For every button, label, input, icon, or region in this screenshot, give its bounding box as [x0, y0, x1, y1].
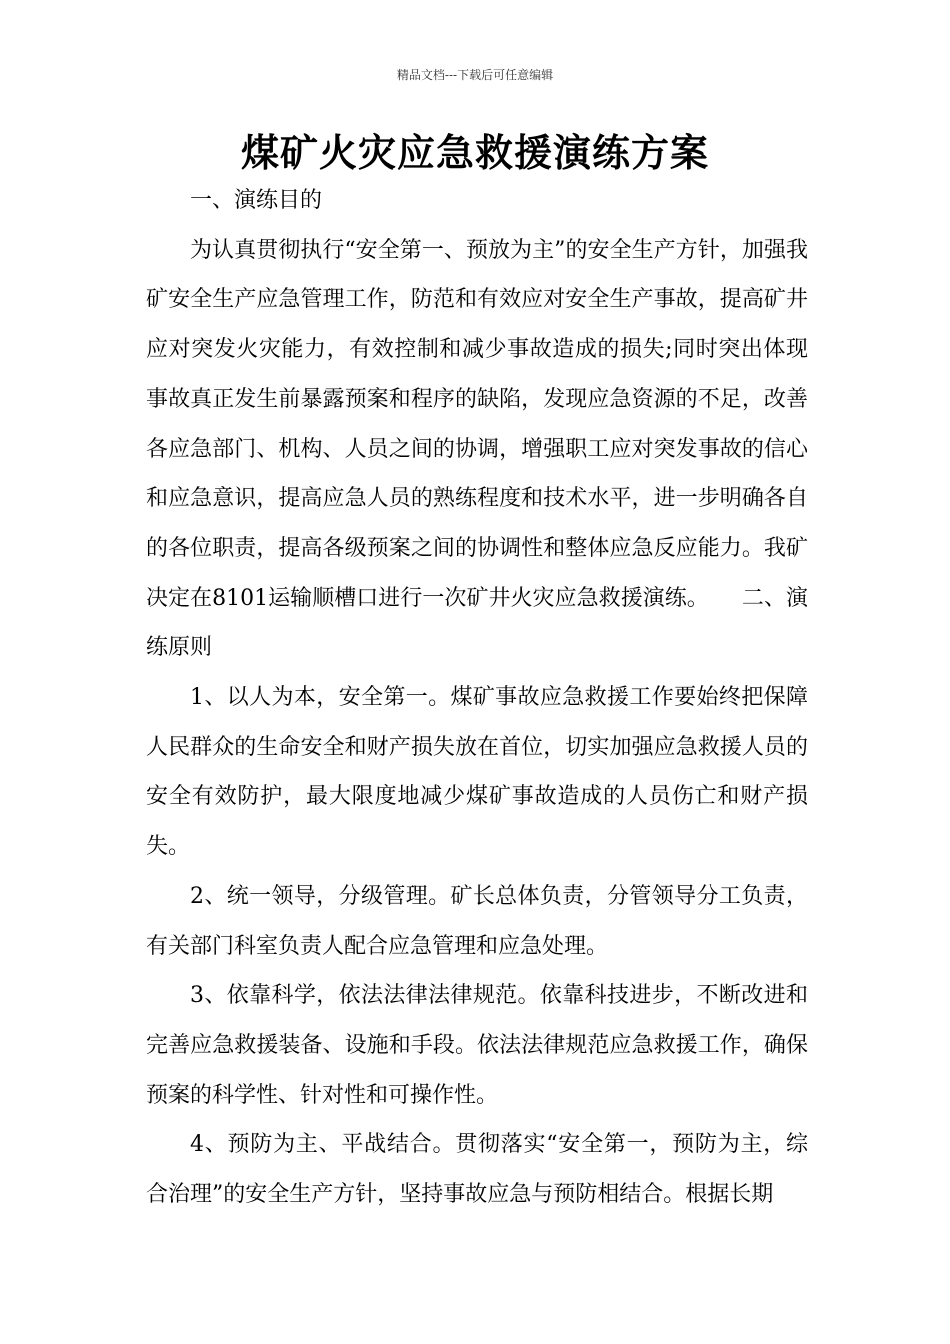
document-body [146, 176, 808, 1220]
paragraph-principle-4: 4、预防为主、平战结合。贯彻落实“安全第一，预防为主，综合治理”的安全生产方针，坚持事故应急与预防相结合。根据长期 [146, 1132, 808, 1208]
section-heading-purpose: 一、演练目的 [190, 188, 323, 213]
header-note: 精品文档---下载后可任意编辑 [396, 68, 554, 82]
document-title: 煤矿火灾应急救援演练方案 [240, 131, 709, 175]
paragraph-purpose: 为认真贯彻执行“安全第一、预放为主”的安全生产方针，加强我矿安全生产应急管理工作，防范和有效应对安全生产事故，提高矿井应对突发火灾能力，有效控制和减少事故造成的损失;同时突出体现事故真正发生前暴露预案和程序的缺陷，发现应急资源的不足，改善各应急部门、机构、人员之间的协调，增强职工应对突发事故的信心和应急意识，提高应急人员的熟练程度和技术水平，进一步明确各自的各位职责，提高各级预案之间的协调性和整体应急反应能力。我矿决定在8101运输顺槽口进行一次矿井火灾应急救援演练。 二、演练原则 [146, 237, 808, 661]
paragraph-principle-1: 1、以人为本，安全第一。煤矿事故应急救援工作要始终把保障人民群众的生命安全和财产损失放在首位，切实加强应急救援人员的安全有效防护，最大限度地减少煤矿事故造成的人员伤亡和财产损失。 [146, 685, 808, 860]
paragraph-principle-2: 2、统一领导，分级管理。矿长总体负责，分管领导分工负责，有关部门科室负责人配合应急管理和应急处理。 [146, 883, 808, 959]
paragraph-principle-3: 3、依靠科学，依法法律法律规范。依靠科技进步，不断改进和完善应急救援装备、设施和手段。依法法律规范应急救援工作，确保预案的科学性、针对性和可操作性。 [146, 983, 808, 1108]
